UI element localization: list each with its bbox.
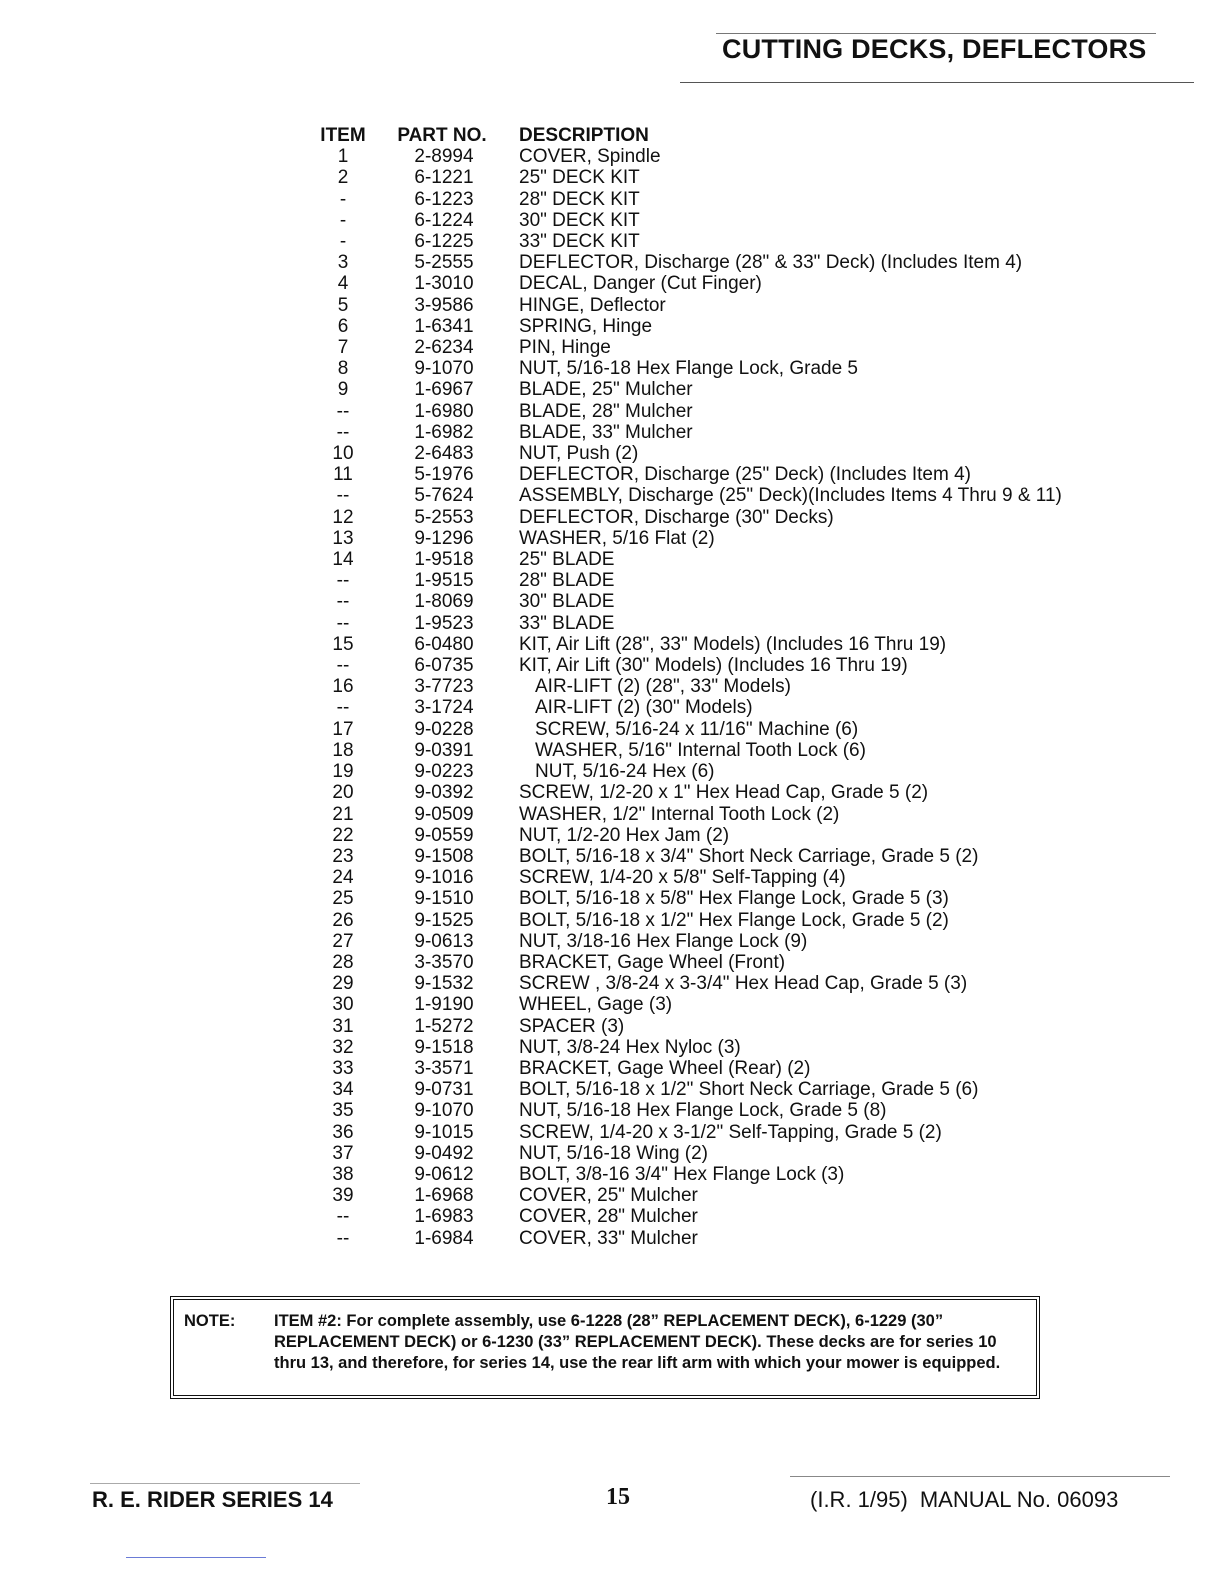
table-row — [317, 146, 1062, 167]
note-label: NOTE: — [184, 1312, 236, 1330]
part-number: 9-0391 — [414, 739, 474, 761]
item-number: 9 — [337, 379, 349, 401]
part-number: 9-0731 — [414, 1079, 474, 1101]
part-description: PIN, Hinge — [519, 337, 611, 359]
table-row — [317, 189, 1062, 210]
page-title: CUTTING DECKS, DEFLECTORS — [722, 34, 1147, 64]
part-description: BRACKET, Gage Wheel (Front) — [519, 951, 786, 973]
part-description: NUT, 5/16-24 Hex (6) — [535, 761, 715, 783]
part-description: DEFLECTOR, Discharge (30" Decks) — [519, 506, 834, 528]
item-number: -- — [336, 612, 350, 634]
table-row — [317, 167, 1062, 188]
item-number: -- — [336, 421, 350, 443]
part-number: 5-2553 — [414, 506, 474, 528]
item-number: 14 — [332, 549, 354, 571]
table-body — [317, 146, 1062, 1249]
table-row — [317, 1164, 1062, 1185]
table-row — [317, 210, 1062, 231]
item-number: 31 — [332, 1015, 354, 1037]
table-row — [317, 697, 1062, 718]
table-row — [317, 1058, 1062, 1079]
table-row — [317, 676, 1062, 697]
part-number: 9-1070 — [414, 1100, 474, 1122]
part-description: COVER, 25" Mulcher — [519, 1185, 698, 1207]
item-number: 8 — [337, 358, 349, 380]
table-row — [317, 401, 1062, 422]
part-description: BOLT, 5/16-18 x 1/2" Short Neck Carriage, Grade 5 (6) — [519, 1079, 979, 1101]
part-description: HINGE, Deflector — [519, 294, 666, 316]
item-number: 13 — [332, 527, 354, 549]
part-description: NUT, 5/16-18 Wing (2) — [519, 1142, 709, 1164]
part-description: BLADE, 28" Mulcher — [519, 400, 693, 422]
bottom-rule — [126, 1557, 266, 1558]
part-description: NUT, 5/16-18 Hex Flange Lock, Grade 5 — [519, 358, 859, 380]
table-row — [317, 825, 1062, 846]
part-description: DECAL, Danger (Cut Finger) — [519, 273, 762, 295]
table-row — [317, 1206, 1062, 1227]
item-number: 12 — [332, 506, 354, 528]
part-description: NUT, 3/18-16 Hex Flange Lock (9) — [519, 930, 808, 952]
table-row — [317, 846, 1062, 867]
item-number: 27 — [332, 930, 354, 952]
part-number: 9-1508 — [414, 845, 474, 867]
part-number: 9-1518 — [414, 1036, 474, 1058]
item-number: 33 — [332, 1057, 354, 1079]
table-row — [317, 528, 1062, 549]
table-row — [317, 379, 1062, 400]
part-description: SCREW , 3/8-24 x 3-3/4" Hex Head Cap, Grade 5 (3) — [519, 973, 968, 995]
part-number: 6-1223 — [414, 188, 474, 210]
part-number: 9-1070 — [414, 358, 474, 380]
part-description: NUT, 1/2-20 Hex Jam (2) — [519, 824, 730, 846]
item-number: 18 — [332, 739, 354, 761]
table-row — [317, 464, 1062, 485]
item-number: 22 — [332, 824, 354, 846]
item-number: 34 — [332, 1079, 354, 1101]
part-number: 1-9515 — [414, 570, 474, 592]
footer-manual-info — [810, 1487, 1118, 1513]
table-row — [317, 1016, 1062, 1037]
part-number: 1-9523 — [414, 612, 474, 634]
table-row — [317, 931, 1062, 952]
item-number: 3 — [337, 252, 349, 274]
item-number: - — [339, 209, 347, 231]
table-row — [317, 273, 1062, 294]
part-description: SCREW, 1/2-20 x 1" Hex Head Cap, Grade 5 (2) — [519, 782, 929, 804]
part-description: 28" DECK KIT — [519, 188, 640, 210]
part-description: WASHER, 5/16 Flat (2) — [519, 527, 715, 549]
part-number: 6-1225 — [414, 231, 474, 253]
part-number: 1-9518 — [414, 549, 474, 571]
item-number: - — [339, 231, 347, 253]
item-number: 11 — [333, 464, 353, 486]
part-number: 9-1532 — [414, 973, 474, 995]
item-number: 25 — [332, 888, 354, 910]
part-number: 6-1221 — [414, 167, 474, 189]
table-row — [317, 1122, 1062, 1143]
part-description: 33" DECK KIT — [519, 231, 640, 253]
item-number: 20 — [332, 782, 354, 804]
item-number: 35 — [332, 1100, 354, 1122]
table-row — [317, 1185, 1062, 1206]
table-row — [317, 422, 1062, 443]
part-number: 9-1510 — [414, 888, 474, 910]
table-header — [317, 125, 1062, 146]
part-description: BLADE, 25" Mulcher — [519, 379, 693, 401]
item-number: 1 — [337, 146, 349, 168]
part-number: 2-6483 — [414, 443, 474, 465]
part-description: 28" BLADE — [519, 570, 615, 592]
part-number: 1-6983 — [414, 1206, 474, 1228]
table-row — [317, 740, 1062, 761]
item-number: 38 — [332, 1163, 354, 1185]
item-number: 37 — [332, 1142, 354, 1164]
part-number: 9-1016 — [414, 867, 474, 889]
part-number: 6-1224 — [414, 209, 474, 231]
part-number: 3-3571 — [414, 1057, 474, 1079]
part-description: KIT, Air Lift (28", 33" Models) (Includes 16 Thru 19) — [519, 633, 947, 655]
part-description: AIR-LIFT (2) (30" Models) — [535, 697, 753, 719]
item-number: 10 — [332, 443, 354, 465]
part-number: 3-7723 — [414, 676, 474, 698]
part-number: 1-6980 — [414, 400, 474, 422]
table-row — [317, 252, 1062, 273]
part-number: 1-6982 — [414, 421, 474, 443]
item-number: 6 — [337, 315, 349, 337]
item-number: 17 — [332, 718, 354, 740]
table-row — [317, 973, 1062, 994]
part-description: BOLT, 5/16-18 x 3/4" Short Neck Carriage, Grade 5 (2) — [519, 845, 979, 867]
table-row — [317, 1228, 1062, 1249]
table-row — [317, 1143, 1062, 1164]
item-number: 32 — [332, 1036, 354, 1058]
part-number: 1-8069 — [414, 591, 474, 613]
item-number: 15 — [332, 633, 354, 655]
part-description: WASHER, 1/2" Internal Tooth Lock (2) — [519, 803, 840, 825]
part-number: 9-0612 — [414, 1163, 474, 1185]
part-number: 5-2555 — [414, 252, 474, 274]
part-description: 25" DECK KIT — [519, 167, 640, 189]
item-number: 19 — [332, 761, 354, 783]
part-description: DEFLECTOR, Discharge (25" Deck) (Includes Item 4) — [519, 464, 971, 486]
table-row — [317, 1100, 1062, 1121]
parts-table — [317, 125, 1062, 1249]
column-header-part-no: PART NO. — [397, 125, 487, 146]
item-number: -- — [336, 400, 350, 422]
item-number: 24 — [332, 867, 354, 889]
item-number: 36 — [332, 1121, 354, 1143]
note-box — [170, 1296, 1040, 1399]
note-text: ITEM #2: For complete assembly, use 6-1228 (28” REPLACEMENT DECK), 6-1229 (30” REPLACEMENT DECK) or 6-1230 (33” REPLACEMENT DECK). These decks are for series 10 thru 13, and therefore, for series 14, use the rear lift arm with which your mower is equipped. — [274, 1312, 1001, 1372]
part-number: 5-7624 — [414, 485, 474, 507]
part-number: 9-0613 — [414, 930, 474, 952]
part-number: 9-1296 — [414, 527, 474, 549]
part-description: NUT, 3/8-24 Hex Nyloc (3) — [519, 1036, 741, 1058]
item-number: 5 — [337, 294, 349, 316]
table-row — [317, 782, 1062, 803]
part-description: 30" DECK KIT — [519, 209, 640, 231]
table-row — [317, 549, 1062, 570]
part-number: 9-0509 — [414, 803, 474, 825]
table-row — [317, 952, 1062, 973]
part-number: 2-8994 — [414, 146, 474, 168]
part-description: 25" BLADE — [519, 549, 615, 571]
part-description: AIR-LIFT (2) (28", 33" Models) — [535, 676, 791, 698]
item-number: 7 — [337, 337, 349, 359]
part-number: 9-0392 — [414, 782, 474, 804]
item-number: -- — [336, 697, 350, 719]
table-row — [317, 804, 1062, 825]
table-row — [317, 867, 1062, 888]
part-number: 1-6341 — [414, 315, 474, 337]
part-description: BRACKET, Gage Wheel (Rear) (2) — [519, 1057, 811, 1079]
item-number: 2 — [337, 167, 349, 189]
table-row — [317, 485, 1062, 506]
footer-rule-left — [90, 1483, 360, 1484]
table-row — [317, 507, 1062, 528]
part-number: 3-3570 — [414, 951, 474, 973]
table-row — [317, 231, 1062, 252]
table-row — [317, 888, 1062, 909]
part-description: KIT, Air Lift (30" Models) (Includes 16 Thru 19) — [519, 655, 908, 677]
table-row — [317, 910, 1062, 931]
footer-series: R. E. RIDER SERIES 14 — [92, 1487, 333, 1512]
part-description: WHEEL, Gage (3) — [519, 994, 673, 1016]
item-number: 23 — [332, 845, 354, 867]
part-number: 9-1525 — [414, 909, 474, 931]
part-number: 3-9586 — [414, 294, 474, 316]
part-number: 5-1976 — [414, 464, 474, 486]
table-row — [317, 1037, 1062, 1058]
part-number: 9-0559 — [414, 824, 474, 846]
table-row — [317, 655, 1062, 676]
part-description: BLADE, 33" Mulcher — [519, 421, 693, 443]
part-description: DEFLECTOR, Discharge (28" & 33" Deck) (Includes Item 4) — [519, 252, 1023, 274]
table-row — [317, 316, 1062, 337]
part-description: BOLT, 5/16-18 x 5/8" Hex Flange Lock, Grade 5 (3) — [519, 888, 949, 910]
table-row — [317, 570, 1062, 591]
table-row — [317, 634, 1062, 655]
footer-manual-number: MANUAL No. 06093 — [919, 1487, 1119, 1512]
item-number: -- — [336, 485, 350, 507]
table-row — [317, 591, 1062, 612]
item-number: -- — [336, 1227, 350, 1249]
footer-rule-right — [790, 1476, 1170, 1477]
item-number: 4 — [337, 273, 349, 295]
part-number: 3-1724 — [414, 697, 474, 719]
part-description: NUT, 5/16-18 Hex Flange Lock, Grade 5 (8) — [519, 1100, 887, 1122]
part-number: 9-1015 — [414, 1121, 474, 1143]
item-number: -- — [336, 591, 350, 613]
table-row — [317, 443, 1062, 464]
part-number: 1-9190 — [414, 994, 474, 1016]
part-description: NUT, Push (2) — [519, 443, 639, 465]
item-number: -- — [336, 655, 350, 677]
part-number: 1-3010 — [414, 273, 474, 295]
item-number: 21 — [332, 803, 354, 825]
part-number: 1-6984 — [414, 1227, 474, 1249]
part-number: 1-6968 — [414, 1185, 474, 1207]
part-description: SCREW, 1/4-20 x 5/8" Self-Tapping (4) — [519, 867, 846, 889]
part-description: BOLT, 3/8-16 3/4" Hex Flange Lock (3) — [519, 1163, 845, 1185]
item-number: 39 — [332, 1185, 354, 1207]
header-rule — [680, 82, 1194, 83]
item-number: 30 — [332, 994, 354, 1016]
part-number: 2-6234 — [414, 337, 474, 359]
part-number: 1-6967 — [414, 379, 474, 401]
part-description: COVER, 28" Mulcher — [519, 1206, 698, 1228]
table-row — [317, 1079, 1062, 1100]
part-number: 1-5272 — [414, 1015, 474, 1037]
part-description: COVER, Spindle — [519, 146, 661, 168]
part-description: 30" BLADE — [519, 591, 615, 613]
part-number: 6-0480 — [414, 633, 474, 655]
part-description: SCREW, 1/4-20 x 3-1/2" Self-Tapping, Grade 5 (2) — [519, 1121, 942, 1143]
table-row — [317, 613, 1062, 634]
part-description: WASHER, 5/16" Internal Tooth Lock (6) — [535, 739, 866, 761]
item-number: 28 — [332, 951, 354, 973]
column-header-item: ITEM — [320, 125, 366, 146]
item-number: -- — [336, 570, 350, 592]
part-number: 9-0228 — [414, 718, 474, 740]
part-description: SPRING, Hinge — [519, 315, 653, 337]
part-number: 9-0492 — [414, 1142, 474, 1164]
table-row — [317, 994, 1062, 1015]
table-row — [317, 761, 1062, 782]
part-number: 9-0223 — [414, 761, 474, 783]
part-description: 33" BLADE — [519, 612, 615, 634]
part-description: BOLT, 5/16-18 x 1/2" Hex Flange Lock, Grade 5 (2) — [519, 909, 949, 931]
table-row — [317, 337, 1062, 358]
footer-revision: (I.R. 1/95) — [810, 1487, 908, 1512]
item-number: - — [339, 188, 347, 210]
item-number: 29 — [332, 973, 354, 995]
part-description: SCREW, 5/16-24 x 11/16" Machine (6) — [535, 718, 859, 740]
item-number: 16 — [332, 676, 354, 698]
part-description: COVER, 33" Mulcher — [519, 1227, 698, 1249]
column-header-description: DESCRIPTION — [519, 125, 649, 146]
part-number: 6-0735 — [414, 655, 474, 677]
item-number: -- — [336, 1206, 350, 1228]
page-number: 15 — [606, 1484, 630, 1510]
table-row — [317, 358, 1062, 379]
part-description: ASSEMBLY, Discharge (25" Deck)(Includes Items 4 Thru 9 & 11) — [519, 485, 1062, 507]
table-row — [317, 719, 1062, 740]
item-number: 26 — [332, 909, 354, 931]
table-row — [317, 295, 1062, 316]
part-description: SPACER (3) — [519, 1015, 625, 1037]
